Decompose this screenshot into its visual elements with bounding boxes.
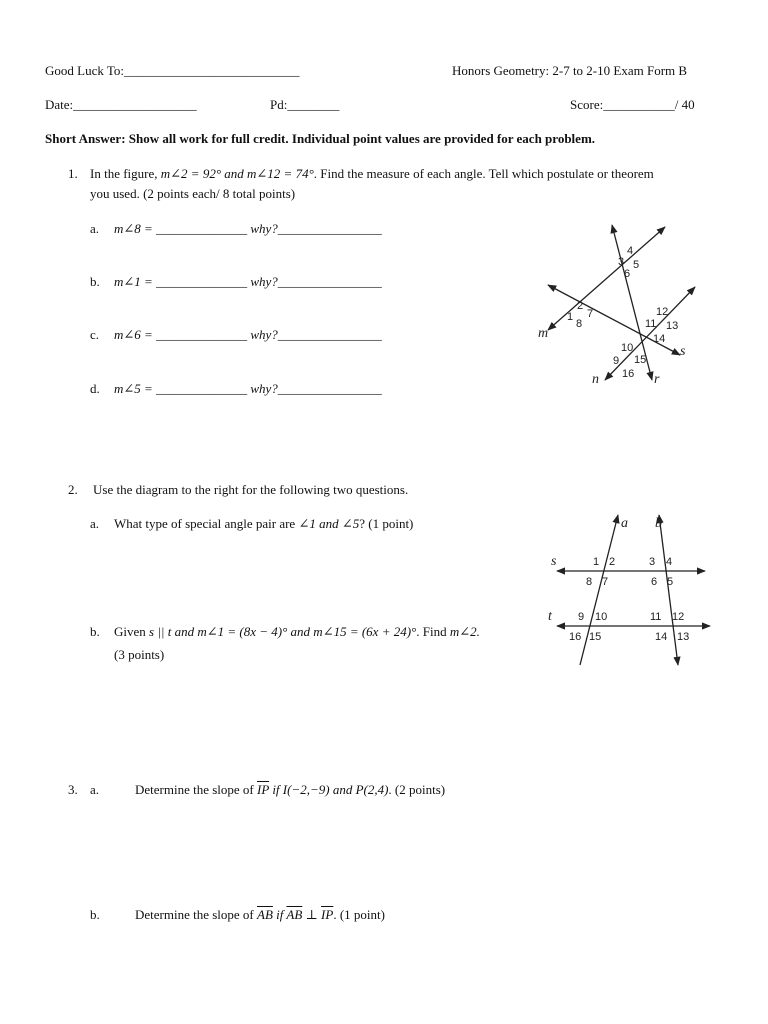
q3-b-if: if [272, 907, 287, 922]
q2-b-points: (3 points) [114, 647, 165, 662]
q1-prompt-line2: you used. (2 points each/ 8 total points) [90, 186, 296, 201]
q1-prompt-post: . Find the measure of each angle. Tell which postulate or theorem [313, 166, 654, 181]
angle-label: 15 [634, 354, 647, 366]
angle-label: 7 [602, 576, 609, 588]
q3-part-b [135, 907, 385, 923]
q3-b-pre: Determine the slope of [135, 907, 258, 922]
q2-part-letter: b. [90, 624, 100, 639]
instructions: Short Answer: Show all work for full credit. Individual point values are provided for each problem. [45, 131, 596, 146]
angle-label: 2 [577, 300, 584, 312]
period-line: Pd:________ [270, 97, 340, 112]
q1-why-label: why? [250, 381, 278, 396]
q3-a-pre: Determine the slope of [135, 782, 258, 797]
angle-label: 12 [656, 306, 669, 318]
line-m [548, 227, 665, 330]
q2-figure [545, 505, 720, 670]
q2-intro: Use the diagram to the right for the following two questions. [93, 482, 409, 497]
q1-why-blank[interactable]: ________________ [277, 274, 382, 289]
angle-label: 16 [569, 631, 582, 643]
q2-a-math: ∠1 and ∠5 [298, 516, 360, 531]
q1-why-label: why? [250, 221, 278, 236]
q3-number: 3. [68, 782, 78, 797]
angle-label: 3 [618, 256, 625, 268]
angle-label: 2 [609, 556, 616, 568]
q1-answer-blank[interactable]: ______________ [156, 327, 248, 342]
angle-label: 1 [567, 311, 574, 323]
line-label-s: s [680, 344, 686, 359]
q1-why-label: why? [250, 327, 278, 342]
angle-label: 14 [653, 333, 666, 345]
score-line: Score:___________/ 40 [570, 97, 695, 112]
angle-label: 7 [587, 308, 594, 320]
q3-a-math: if I(−2,−9) and P(2,4) [269, 782, 389, 797]
angle-label: 16 [622, 368, 635, 380]
good-luck-line: Good Luck To:___________________________ [45, 63, 300, 78]
q1-answer-blank[interactable]: ______________ [156, 274, 248, 289]
q1-why-blank[interactable]: ________________ [277, 327, 382, 342]
q2-part-b [90, 624, 480, 640]
exam-title: Honors Geometry: 2-7 to 2-10 Exam Form B [452, 63, 688, 78]
q1-why-label: why? [250, 274, 278, 289]
angle-label: 12 [672, 611, 685, 623]
line-label-n: n [592, 372, 599, 387]
q1-part-d [90, 381, 382, 397]
angle-label: 9 [578, 611, 585, 623]
q2-b-pre: Given [114, 624, 150, 639]
q1-part-angle: m∠6 = [114, 327, 157, 342]
angle-label: 1 [593, 556, 600, 568]
angle-label: 6 [651, 576, 658, 588]
angle-label: 13 [677, 631, 690, 643]
q1-prompt-math: m∠2 = 92° and m∠12 = 74° [160, 166, 314, 181]
line-label-b: b [655, 516, 662, 531]
line-label-r: r [654, 372, 660, 387]
q1-part-letter: b. [90, 274, 100, 289]
q1-part-a [90, 221, 382, 237]
angle-label: 15 [589, 631, 602, 643]
angle-label: 4 [666, 556, 673, 568]
q1-number: 1. [68, 166, 78, 181]
q1-part-letter: d. [90, 381, 100, 396]
q1-part-angle: m∠5 = [114, 381, 157, 396]
line-label-m: m [538, 326, 549, 341]
q3-a-letter: a. [90, 782, 100, 797]
q3-b-post: . (1 point) [333, 907, 385, 922]
q1-why-blank[interactable]: ________________ [277, 381, 382, 396]
q1-figure [530, 215, 710, 390]
q1-part-angle: m∠1 = [114, 274, 157, 289]
q3-a-post: . (2 points) [388, 782, 446, 797]
angle-label: 5 [667, 576, 674, 588]
q2-part-a [90, 516, 413, 532]
angle-label: 11 [650, 611, 662, 623]
angle-label: 9 [613, 355, 620, 367]
q1-prompt-pre: In the figure, [90, 166, 161, 181]
angle-label: 13 [666, 320, 679, 332]
q3-part-a [135, 782, 445, 798]
line-label-s: s [551, 554, 557, 569]
q3-b-perp: ⊥ [302, 907, 322, 922]
angle-label: 11 [645, 318, 657, 330]
angle-label: 8 [576, 318, 583, 330]
q1-part-b [90, 274, 382, 290]
q2-b-math2: m∠2. [449, 624, 480, 639]
angle-label: 4 [627, 245, 634, 257]
q2-a-pre: What type of special angle pair are [114, 516, 299, 531]
line-label-t: t [548, 609, 552, 624]
q3-b-letter: b. [90, 907, 100, 922]
q2-part-letter: a. [90, 516, 100, 531]
q1-part-letter: a. [90, 221, 100, 236]
q2-b-math: s || t and m∠1 = (8x − 4)° and m∠15 = (6x + 24)° [149, 624, 417, 639]
date-line: Date:___________________ [45, 97, 197, 112]
q3-b-segment3: $\overline{IP}$ [321, 907, 334, 922]
q1-part-c [90, 327, 382, 343]
q1-part-angle: m∠8 = [114, 221, 157, 236]
q1-part-letter: c. [90, 327, 100, 342]
line-label-a: a [621, 516, 628, 531]
q3-b-segment2: $\overline{AB}$ [286, 907, 303, 922]
q2-b-mid: . Find [416, 624, 450, 639]
q1-why-blank[interactable]: ________________ [277, 221, 382, 236]
q1-answer-blank[interactable]: ______________ [156, 221, 248, 236]
q1-answer-blank[interactable]: ______________ [156, 381, 248, 396]
q3-b-segment: $\overline{AB}$ [257, 907, 273, 922]
angle-label: 10 [621, 342, 634, 354]
angle-label: 14 [655, 631, 668, 643]
angle-label: 5 [633, 259, 640, 271]
q1-prompt-line1 [90, 166, 654, 182]
angle-label: 8 [586, 576, 593, 588]
q2-number: 2. [68, 482, 78, 497]
angle-label: 6 [624, 268, 631, 280]
q2-a-post: ? (1 point) [359, 516, 414, 531]
q3-a-segment: $\overline{IP}$ [257, 782, 270, 797]
angle-label: 10 [595, 611, 608, 623]
angle-label: 3 [649, 556, 656, 568]
